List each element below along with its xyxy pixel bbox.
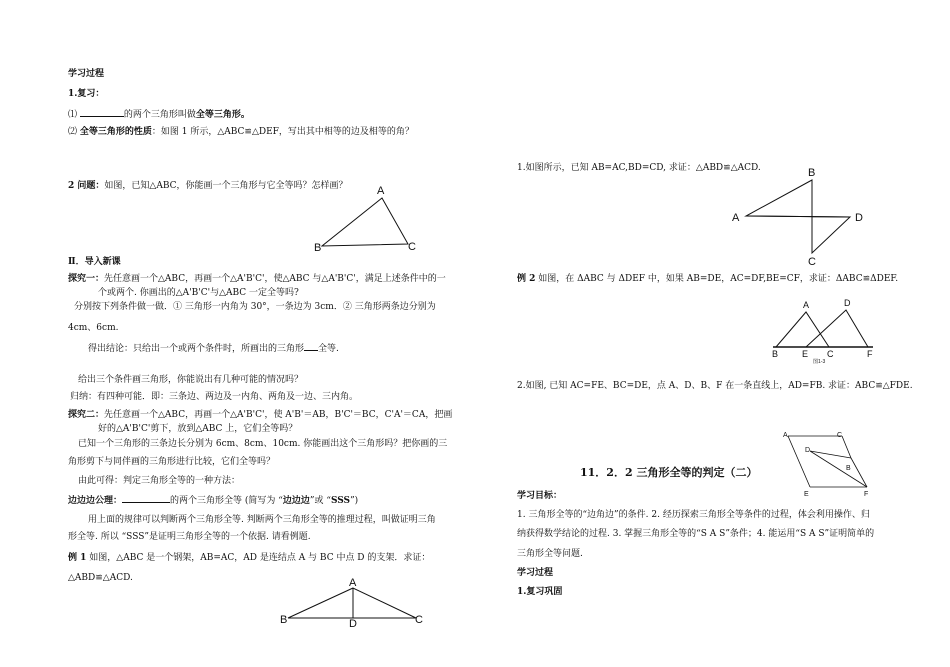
goals-line-1: 1. 三角形全等的“边角边”的条件. 2. 经历探索三角形全等条件的过程，体会利用操作、归 xyxy=(517,510,870,520)
goals-heading: 学习目标： xyxy=(517,491,563,501)
fill-blank xyxy=(122,493,170,503)
method-line: 由此可得：判定三角形全等的一种方法： xyxy=(78,476,241,486)
triangle-figure-1 xyxy=(312,183,422,253)
label-c: C xyxy=(808,256,816,268)
explore-2-line-3: 已知一个三角形的三条边长分别为 6cm、8cm、10cm. 你能画出这个三角形吗？把你画的三 xyxy=(78,439,448,449)
fill-blank xyxy=(80,107,124,117)
label-b: B xyxy=(772,349,779,359)
review-consolidation-heading: 1.复习巩固 xyxy=(517,587,563,597)
parallelogram-figure xyxy=(778,427,878,502)
example-1-line-1: 例 1 如图，△ABC 是一个钢架，AB=AC，AD 是连结点 A 与 BC 中点 D 的支架．求证： xyxy=(68,553,431,563)
kite-figure xyxy=(728,163,868,268)
explore-1-line-2: 个或两个. 你画出的△A'B'C'与△ABC 一定全等吗? xyxy=(98,288,299,298)
label-a: A xyxy=(732,212,740,224)
problem-1: 1.如图所示，已知 AB=AC,BD=CD, 求证：△ABD≌△ACD. xyxy=(517,163,761,173)
summary: 归纳：有四种可能．即：三条边、两边及一内角、两角及一边、三内角。 xyxy=(70,392,359,402)
label-c: C xyxy=(827,349,834,359)
label-a: A xyxy=(783,432,788,439)
question-2: 2 问题：如图，已知△ABC，你能画一个三角形与它全等吗？怎样画？ xyxy=(68,181,348,191)
label-a: A xyxy=(349,577,357,589)
label-a: A xyxy=(377,185,385,197)
review-item-1: ⑴ 的两个三角形叫做全等三角形。 xyxy=(68,107,250,121)
example-1-line-2: △ABD≌△ACD. xyxy=(68,573,133,583)
label-b: B xyxy=(808,167,816,179)
section-intro-heading: Ⅱ．导入新课 xyxy=(68,257,121,267)
conclusion: 得出结论：只给出一个或两个条件时，所画出的三角形 全等. xyxy=(88,341,339,355)
label-b: B xyxy=(314,242,322,253)
explore-1-line-1: 探究一：先任意画一个△ABC，再画一个△A'B'C'，使△ABC 与△A'B'C'，满足上述条件中的一 xyxy=(68,274,446,284)
explore-2-line-1: 探究二：先任意画一个△ABC，再画一个△A'B'C'，使 A'B'＝AB，B'C'＝BC，C'A'＝CA，把画 xyxy=(68,410,453,420)
label-d: D xyxy=(805,447,811,454)
sss-axiom: 边边边公理： 的两个三角形全等 (简写为 “边边边”或 “SSS”) xyxy=(68,493,358,507)
label-d: D xyxy=(855,212,863,224)
label-f: F xyxy=(864,491,869,498)
goals-line-2: 纳获得数学结论的过程. 3. 掌握三角形全等的“S A S”条件；4. 能运用“S A S”证明简单的 xyxy=(517,529,875,539)
label-c: C xyxy=(415,614,423,626)
process-title-2: 学习过程 xyxy=(517,568,554,578)
usage-line-2: 形全等. 所以 “SSS”是证明三角形全等的一个依据. 请看例题. xyxy=(68,532,311,542)
label-f: F xyxy=(867,349,873,359)
goals-line-3: 三角形全等问题. xyxy=(517,549,583,559)
overlapping-triangles-figure xyxy=(765,296,880,364)
review-item-2: ⑵ 全等三角形的性质：如图 1 所示，△ABC≌△DEF，写出其中相等的边及相等的角？ xyxy=(68,127,414,137)
lesson-title: 11．2．2 三角形全等的判定（二） xyxy=(580,466,758,479)
label-c: C xyxy=(408,241,416,253)
explore-1-line-4: 4cm、6cm. xyxy=(68,323,119,333)
example-2: 例 2 如图，在 ΔABC 与 ΔDEF 中，如果 AB=DE，AC=DF,BE=CF，求证：ΔABC≌ΔDEF. xyxy=(517,274,899,284)
review-heading: 1.复习： xyxy=(68,89,105,99)
explore-2-line-2: 好的△A'B'C'剪下，放到△ABC 上，它们全等吗？ xyxy=(98,424,298,434)
triangle-figure-steel-frame xyxy=(278,576,428,630)
label-d: D xyxy=(844,298,851,308)
label-e: E xyxy=(804,491,809,498)
figure-caption: 图1-3 xyxy=(813,359,826,364)
label-d: D xyxy=(349,618,357,630)
usage-line-1: 用上面的规律可以判断两个三角形全等. 判断两个三角形全等的推理过程，叫做证明三角 xyxy=(88,515,436,525)
label-e: E xyxy=(802,349,809,359)
explore-2-line-4: 角形剪下与同伴画的三角形进行比较，它们全等吗？ xyxy=(68,457,276,467)
label-c: C xyxy=(837,432,843,439)
fill-blank xyxy=(304,341,318,351)
label-a: A xyxy=(803,300,810,310)
process-title: 学习过程 xyxy=(68,69,105,79)
label-b: B xyxy=(846,465,851,472)
problem-2: 2.如图, 已知 AC=FE、BC=DE，点 A、D、B、F 在一条直线上，AD=FB. 求证：ABC≌△FDE. xyxy=(517,381,913,391)
three-conditions-question: 给出三个条件画三角形，你能说出有几种可能的情况吗？ xyxy=(78,375,304,385)
label-b: B xyxy=(280,614,288,626)
explore-1-line-3: 分别按下列条件做一做．① 三角形一内角为 30°，一条边为 3cm．② 三角形两条边分别为 xyxy=(74,302,436,312)
